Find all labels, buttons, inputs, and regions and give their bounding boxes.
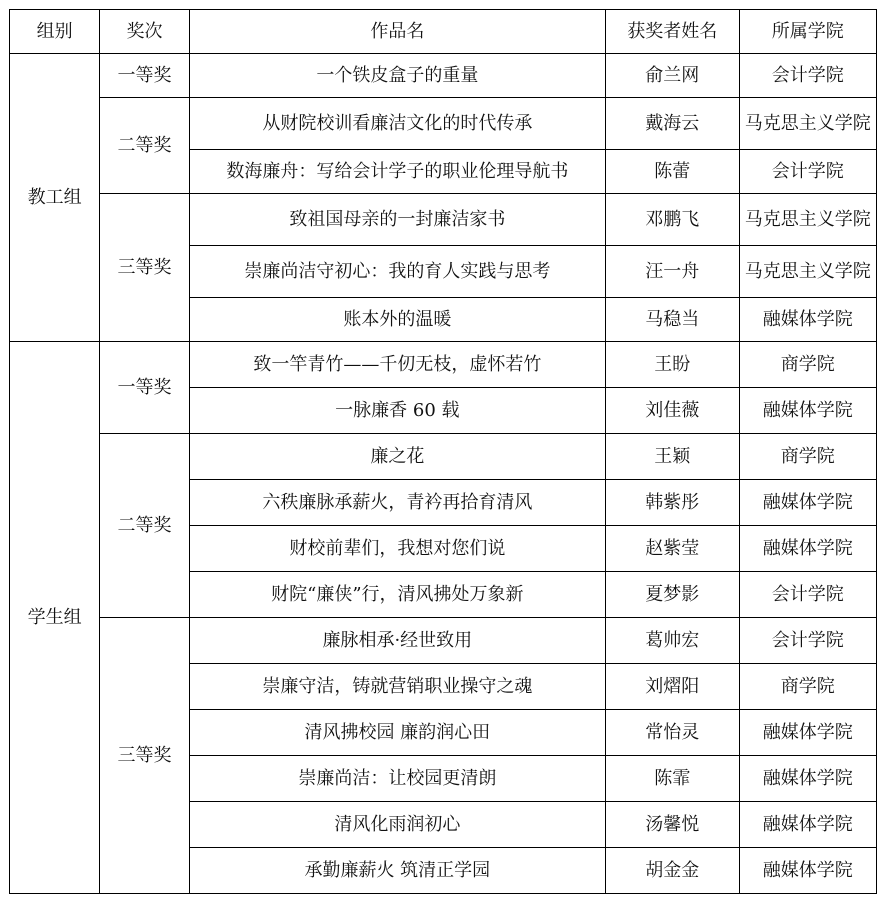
winner-cell: 汪一舟	[606, 246, 739, 298]
work-cell: 账本外的温暖	[189, 298, 605, 342]
work-cell: 一个铁皮盒子的重量	[189, 54, 605, 98]
prize-cell: 一等奖	[100, 54, 189, 98]
work-cell: 致祖国母亲的一封廉洁家书	[189, 194, 605, 246]
winner-cell: 刘熠阳	[606, 664, 739, 710]
work-cell: 崇廉尚洁：让校园更清朗	[189, 756, 605, 802]
winner-cell: 赵紫莹	[606, 526, 739, 572]
prize-cell: 三等奖	[100, 618, 189, 894]
work-cell: 六秩廉脉承薪火，青衿再拾育清风	[189, 480, 605, 526]
work-cell: 从财院校训看廉洁文化的时代传承	[189, 98, 605, 150]
header-college: 所属学院	[739, 10, 877, 54]
header-winner: 获奖者姓名	[606, 10, 739, 54]
winner-cell: 葛帅宏	[606, 618, 739, 664]
table-header-row	[10, 10, 877, 54]
winner-cell: 胡金金	[606, 848, 739, 894]
winner-cell: 邓鹏飞	[606, 194, 739, 246]
header-work: 作品名	[189, 10, 605, 54]
work-cell: 一脉廉香 60 载	[189, 388, 605, 434]
work-cell: 清风拂校园 廉韵润心田	[189, 710, 605, 756]
college-cell: 马克思主义学院	[739, 246, 877, 298]
college-cell: 融媒体学院	[739, 710, 877, 756]
work-cell: 财校前辈们，我想对您们说	[189, 526, 605, 572]
winner-cell: 韩紫彤	[606, 480, 739, 526]
header-prize: 奖次	[100, 10, 189, 54]
winner-cell: 陈霏	[606, 756, 739, 802]
winner-cell: 王盼	[606, 342, 739, 388]
winner-cell: 马稳当	[606, 298, 739, 342]
college-cell: 融媒体学院	[739, 526, 877, 572]
group-cell-staff: 教工组	[10, 54, 100, 342]
college-cell: 融媒体学院	[739, 298, 877, 342]
prize-cell: 一等奖	[100, 342, 189, 434]
work-cell: 廉之花	[189, 434, 605, 480]
winner-cell: 汤馨悦	[606, 802, 739, 848]
work-cell: 廉脉相承·经世致用	[189, 618, 605, 664]
college-cell: 马克思主义学院	[739, 98, 877, 150]
college-cell: 融媒体学院	[739, 848, 877, 894]
winner-cell: 刘佳薇	[606, 388, 739, 434]
work-cell: 崇廉守洁，铸就营销职业操守之魂	[189, 664, 605, 710]
work-cell: 数海廉舟：写给会计学子的职业伦理导航书	[189, 150, 605, 194]
college-cell: 会计学院	[739, 150, 877, 194]
winner-cell: 戴海云	[606, 98, 739, 150]
table-row	[10, 342, 877, 388]
college-cell: 融媒体学院	[739, 480, 877, 526]
winner-cell: 夏梦影	[606, 572, 739, 618]
college-cell: 融媒体学院	[739, 802, 877, 848]
college-cell: 会计学院	[739, 54, 877, 98]
table-row	[10, 54, 877, 98]
header-group: 组别	[10, 10, 100, 54]
work-cell: 承勤廉薪火 筑清正学园	[189, 848, 605, 894]
winner-cell: 常怡灵	[606, 710, 739, 756]
college-cell: 会计学院	[739, 572, 877, 618]
work-cell: 崇廉尚洁守初心：我的育人实践与思考	[189, 246, 605, 298]
college-cell: 商学院	[739, 434, 877, 480]
prize-cell: 二等奖	[100, 98, 189, 194]
college-cell: 会计学院	[739, 618, 877, 664]
table-row	[10, 194, 877, 246]
college-cell: 融媒体学院	[739, 756, 877, 802]
winner-cell: 陈蕾	[606, 150, 739, 194]
work-cell: 财院“廉侠”行，清风拂处万象新	[189, 572, 605, 618]
work-cell: 清风化雨润初心	[189, 802, 605, 848]
prize-cell: 二等奖	[100, 434, 189, 618]
table-row	[10, 98, 877, 150]
college-cell: 马克思主义学院	[739, 194, 877, 246]
winner-cell: 俞兰网	[606, 54, 739, 98]
winner-cell: 王颖	[606, 434, 739, 480]
college-cell: 商学院	[739, 664, 877, 710]
work-cell: 致一竿青竹——千仞无枝，虚怀若竹	[189, 342, 605, 388]
group-cell-student: 学生组	[10, 342, 100, 894]
college-cell: 商学院	[739, 342, 877, 388]
awards-table	[9, 9, 877, 894]
table-row	[10, 618, 877, 664]
prize-cell: 三等奖	[100, 194, 189, 342]
college-cell: 融媒体学院	[739, 388, 877, 434]
table-row	[10, 434, 877, 480]
